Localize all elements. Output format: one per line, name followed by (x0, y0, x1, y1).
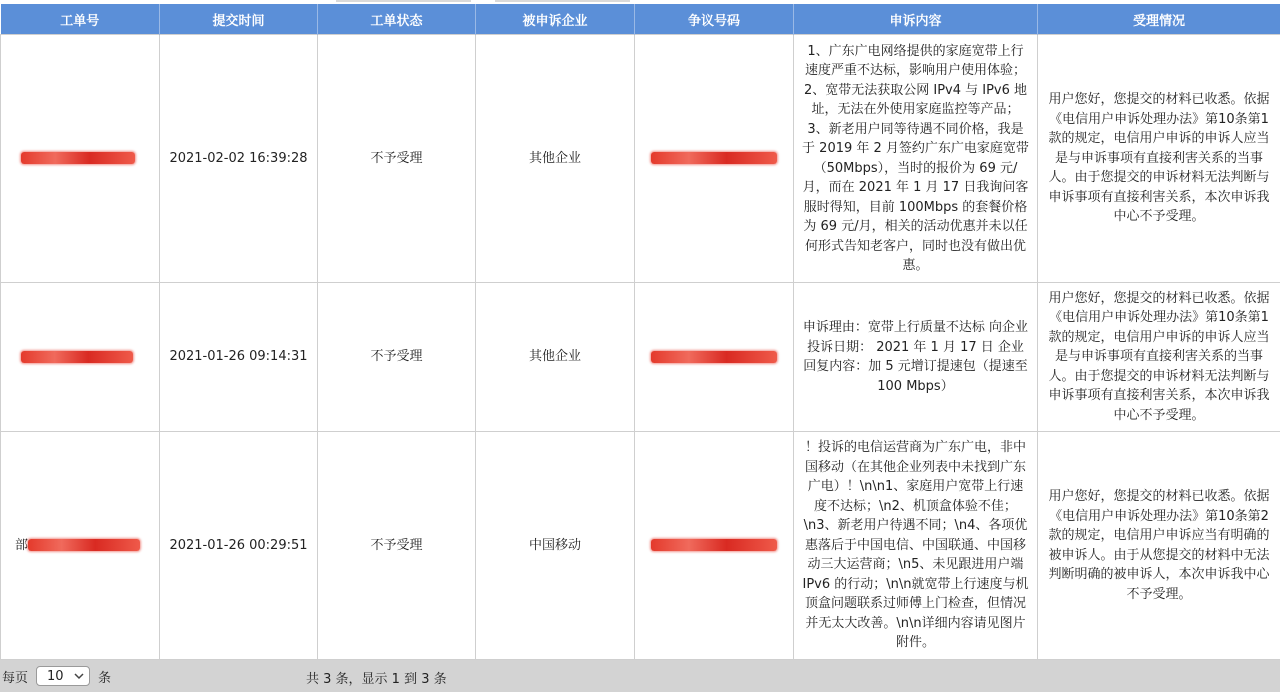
complaint-content-cell: 1、广东广电网络提供的家庭宽带上行速度严重不达标，影响用户使用体验；2、宽带无法获取公网 IPv4 与 IPv6 地址，无法在外使用家庭监控等产品；3、新老用户同等待遇不同价格，我是于 2019 年 2 月签约广东广电家庭宽带（50Mbps），当时的报价为 69 元/月，而在 2021 年 1 月 17 日我询问客服时得知，目前 100Mbps 的套餐价格为 69 元/月，相关的活动优惠并未以任何形式告知老客户，同时也没有做出优惠。 (794, 35, 1038, 283)
order-id-cell[interactable] (1, 432, 160, 660)
order-id-cell[interactable] (1, 35, 160, 283)
table-row[interactable] (1, 35, 1280, 283)
status-cell: 不予受理 (318, 283, 476, 432)
page-size-value: 10 (47, 668, 64, 684)
handling-result-cell: 用户您好，您提交的材料已收悉。依据《电信用户申诉处理办法》第10条第2款的规定，电信用户申诉应当有明确的被申诉人。由于从您提交的材料中无法判断明确的被申诉人，本次申诉我中心不予受理。 (1038, 432, 1280, 660)
top-tab-stub (495, 0, 630, 2)
header-disputed-number[interactable]: 争议号码 (635, 4, 794, 35)
pagination-summary: 共 3 条，显示 1 到 3 条 (306, 672, 447, 687)
disputed-number-cell (635, 432, 794, 660)
submit-time-cell: 2021-02-02 16:39:28 (160, 35, 318, 283)
pagination-bar (0, 660, 1280, 692)
company-cell: 其他企业 (476, 35, 635, 283)
status-cell: 不予受理 (318, 35, 476, 283)
status-cell: 不予受理 (318, 432, 476, 660)
redacted-order-id (21, 351, 133, 363)
redacted-order-id (28, 539, 140, 551)
header-submit-time[interactable]: 提交时间 (160, 4, 318, 35)
chevron-down-icon (73, 670, 85, 682)
submit-time-cell: 2021-01-26 00:29:51 (160, 432, 318, 660)
order-id-cell[interactable] (1, 283, 160, 432)
header-status[interactable]: 工单状态 (318, 4, 476, 35)
header-handling-result[interactable]: 受理情况 (1038, 4, 1280, 35)
redacted-phone-number (651, 539, 777, 551)
company-cell: 中国移动 (476, 432, 635, 660)
table-row[interactable] (1, 432, 1280, 660)
page-size-control (2, 666, 111, 686)
header-complaint-content[interactable]: 申诉内容 (794, 4, 1038, 35)
complaints-table (0, 4, 1280, 660)
header-company[interactable]: 被申诉企业 (476, 4, 635, 35)
table-row[interactable] (1, 283, 1280, 432)
complaint-content-cell: ！投诉的电信运营商为广东广电，非中国移动（在其他企业列表中未找到广东广电）！\n\n1、家庭用户宽带上行速度不达标；\n2、机顶盒体验不佳；\n3、新老用户待遇不同；\n4、各项优惠落后于中国电信、中国联通、中国移动三大运营商；\n5、未见跟进用户端 IPv6 的行动；\n\n就宽带上行速度与机顶盒问题联系过师傅上门检查，但情况并无太大改善。\n\n详细内容请见图片附件。 (794, 432, 1038, 660)
handling-result-cell: 用户您好，您提交的材料已收悉。依据《电信用户申诉处理办法》第10条第1款的规定，电信用户申诉的申诉人应当是与申诉事项有直接利害关系的当事人。由于您提交的申诉材料无法判断与申诉事项有直接利害关系，本次申诉我中心不予受理。 (1038, 35, 1280, 283)
redacted-order-id (21, 152, 135, 164)
complaint-content-cell: 申诉理由：宽带上行质量不达标 向企业投诉日期： 2021 年 1 月 17 日 企业回复内容：加 5 元增订提速包（提速至 100 Mbps） (794, 283, 1038, 432)
per-page-label: 每页 (2, 670, 29, 686)
top-tab-stub (336, 0, 471, 2)
handling-result-cell: 用户您好，您提交的材料已收悉。依据《电信用户申诉处理办法》第10条第1款的规定，电信用户申诉的申诉人应当是与申诉事项有直接利害关系的当事人。由于您提交的申诉材料无法判断与申诉事项有直接利害关系，本次申诉我中心不予受理。 (1038, 283, 1280, 432)
order-id-prefix: 部 (15, 537, 29, 553)
disputed-number-cell (635, 283, 794, 432)
per-page-unit: 条 (98, 670, 112, 686)
table-header-row (1, 4, 1280, 35)
redacted-phone-number (651, 351, 777, 363)
redacted-phone-number (651, 152, 777, 164)
page-size-select[interactable] (36, 666, 90, 686)
company-cell: 其他企业 (476, 283, 635, 432)
header-order-id[interactable]: 工单号 (1, 4, 160, 35)
disputed-number-cell (635, 35, 794, 283)
submit-time-cell: 2021-01-26 09:14:31 (160, 283, 318, 432)
